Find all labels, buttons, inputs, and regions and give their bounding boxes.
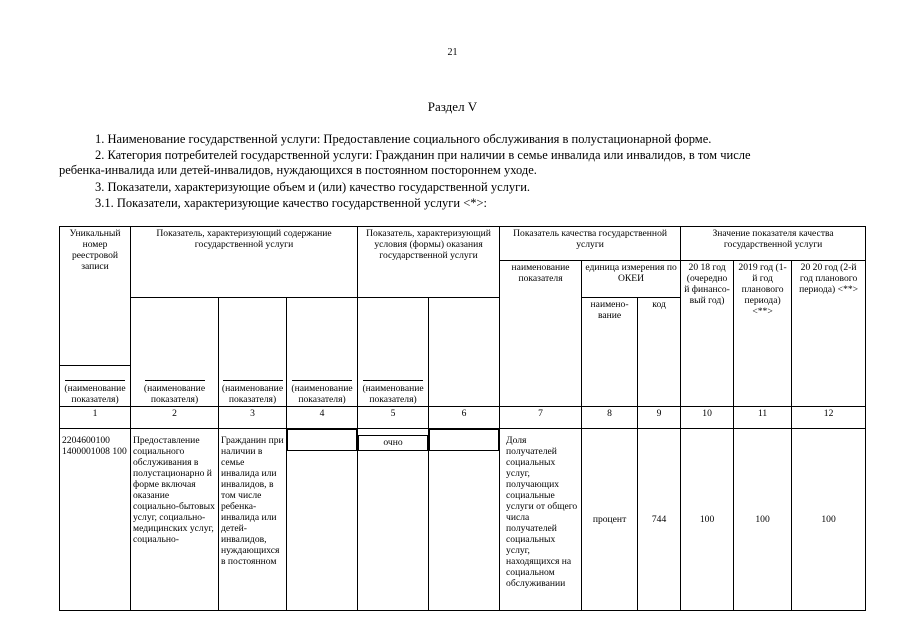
column-number: 3: [219, 407, 287, 429]
header-quality-value: Значение показателя качества государственной услуги: [681, 227, 866, 261]
condition-value-1: очно: [359, 436, 428, 451]
column-number: 4: [287, 407, 358, 429]
column-number: 12: [792, 407, 866, 429]
sub-name-2: (наименование показателя): [64, 383, 126, 405]
header-quality-indicator: Показатель качества государственной услуги: [500, 227, 681, 261]
header-okei-unit: единица измерения по ОКЕИ: [582, 261, 681, 298]
column-number: 9: [638, 407, 681, 429]
column-number: 11: [734, 407, 792, 429]
header-content-blank-3: [287, 298, 358, 366]
header-okei-name: наимено-вание: [582, 298, 638, 407]
paragraph-indicators: 3. Показатели, характеризующие объем и (или) качество государственной услуги.: [95, 180, 531, 194]
header-year-2020: 20 20 год (2-й год планового периода) <**>: [792, 261, 866, 407]
column-number: 6: [429, 407, 500, 429]
content-value-1: Предоставление социального обслуживания в полустационарно й форме включая оказание социально-бытовых услуг, социально-медицинских услуг, социально-: [131, 429, 219, 611]
paragraph-category-line1: 2. Категория потребителей государственной услуги: Гражданин при наличии в семье инвалида или инвалидов, в том числе: [95, 148, 751, 162]
header-content-indicator: Показатель, характеризующий содержание государственной услуги: [131, 227, 358, 298]
header-conditions-blank-1: [358, 298, 429, 366]
header-conditions-blank-2: [429, 298, 500, 366]
content-value-2: Гражданин при наличии в семье инвалида или инвалидов, в том числе ребенка-инвалида или детей-инвалидов, нуждающихся в постоянном: [219, 429, 287, 611]
content-value-3: [287, 429, 358, 611]
paragraph-service-name: 1. Наименование государственной услуги: Предоставление социального обслуживания в полустационарной форме.: [95, 132, 712, 146]
column-number: 8: [582, 407, 638, 429]
section-title: Раздел V: [427, 99, 478, 114]
header-content-blank-2: [219, 298, 287, 366]
header-conditions-indicator: Показатель, характеризующий условия (формы) оказания государственной услуги: [358, 227, 500, 298]
paragraph-quality-indicators: 3.1. Показатели, характеризующие качество государственной услуги <*>:: [95, 196, 488, 210]
column-number: 2: [131, 407, 219, 429]
value-2020: 100: [792, 429, 866, 611]
sub-name-5: (наименование показателя): [291, 383, 353, 405]
quality-indicators-table: [59, 226, 866, 611]
column-number: 5: [358, 407, 429, 429]
value-2018: 100: [681, 429, 734, 611]
registry-number: 2204600100 1400001008 100: [60, 429, 131, 611]
sub-name-6: (наименование показателя): [362, 383, 424, 405]
indicator-name: Доля получателей социальных услуг, получающих социальные услуги от общего числа получателей социальных услуг, находящихся на социальном обслуживании: [500, 429, 582, 611]
header-indicator-name: наименование показателя: [500, 261, 582, 407]
column-number: 1: [60, 407, 131, 429]
condition-value-2: [429, 429, 500, 611]
column-number: 7: [500, 407, 582, 429]
unit-name: процент: [582, 429, 638, 611]
sub-name-4: (наименование показателя): [221, 383, 284, 405]
unit-code: 744: [638, 429, 681, 611]
header-content-blank-1: [131, 298, 219, 366]
paragraph-category-line2: ребенка-инвалида или детей-инвалидов, нуждающихся в постоянном постороннем уходе.: [59, 163, 537, 177]
header-year-2019: 2019 год (1-й год планового периода) <**>: [734, 261, 792, 407]
value-2019: 100: [734, 429, 792, 611]
header-year-2018: 20 18 год (очередно й финансо-вый год): [681, 261, 734, 407]
sub-name-3: (наименование показателя): [143, 383, 206, 405]
page-number: 21: [447, 47, 458, 58]
header-unique-number: Уникальный номер реестровой записи: [60, 227, 131, 366]
column-number: 10: [681, 407, 734, 429]
header-okei-code: код: [638, 298, 681, 407]
